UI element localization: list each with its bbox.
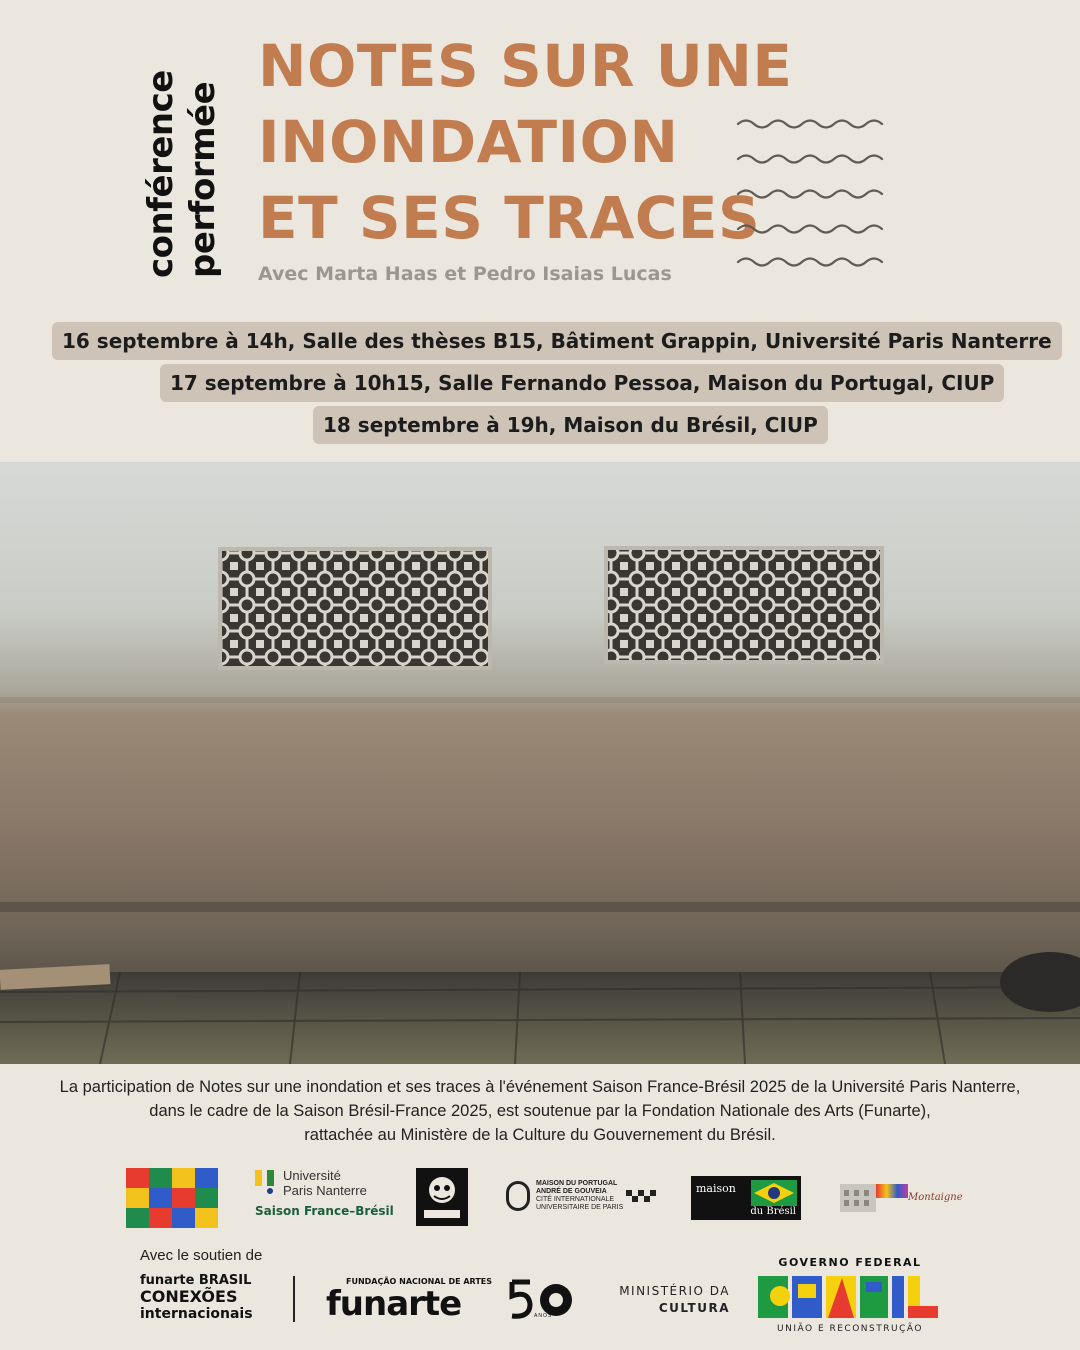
- building-icon: [838, 1176, 878, 1216]
- nanterre-line3: Saison France–Brésil: [255, 1204, 394, 1218]
- portugal-line3: CITÉ INTERNATIONALE: [536, 1196, 615, 1203]
- funarte-anos: ANOS: [534, 1313, 553, 1319]
- ministerio-line1: MINISTÉRIO DA: [619, 1284, 730, 1298]
- ministerio-cultura-logo: [608, 1283, 730, 1317]
- funding-credits: [0, 1075, 1080, 1147]
- brasil-wordmark-icon: [758, 1272, 942, 1322]
- gov-bottom: UNIÃO E RECONSTRUÇÃO: [777, 1324, 923, 1334]
- brazil-flag-icon: [751, 1180, 797, 1206]
- title-line-3: ET SES TRACES: [258, 184, 761, 252]
- title-line-2: INONDATION: [258, 108, 679, 176]
- universite-paris-nanterre-logo: [255, 1168, 394, 1218]
- maison-du-bresil-logo: [691, 1176, 801, 1220]
- bresil-france-2025-logo: [126, 1168, 218, 1228]
- groupe-theatre-logo: [416, 1168, 468, 1226]
- funarte-conexoes-logo: [140, 1273, 253, 1322]
- date-pill-2: 17 septembre à 10h15, Salle Fernando Pessoa, Maison du Portugal, CIUP: [160, 364, 1004, 402]
- credits-line-2: dans le cadre de la Saison Brésil-France 2025, est soutenue par la Fondation Nationale des Arts (Funarte),: [149, 1102, 931, 1120]
- date-pill-3: 18 septembre à 19h, Maison du Brésil, CIUP: [313, 406, 828, 444]
- portugal-line2: ANDRÉ DE GOUVEIA: [536, 1188, 607, 1195]
- bresil-bottom: du Brésil: [750, 1206, 796, 1217]
- funarte-name: funarte: [326, 1284, 462, 1324]
- conexoes-line1: funarte BRASIL: [140, 1273, 252, 1288]
- nanterre-line1: Université: [283, 1168, 341, 1183]
- conexoes-line2: CONEXÕES: [140, 1287, 238, 1306]
- flood-wall-photo: [0, 462, 1080, 1064]
- wave-lines-icon: [736, 112, 896, 272]
- date-pill-1: 16 septembre à 14h, Salle des thèses B15, Bâtiment Grappin, Université Paris Nanterre: [52, 322, 1062, 360]
- governo-federal-logo: [758, 1256, 942, 1334]
- credits-line-1: La participation de Notes sur une inondation et ses traces à l'événement Saison France-Brésil 2025 de la Université Paris Nanterre,: [59, 1078, 1021, 1096]
- support-label: Avec le soutien de: [140, 1247, 263, 1264]
- event-type-line2: performée: [183, 81, 223, 278]
- ministerio-line2: CULTURA: [658, 1301, 730, 1315]
- support-divider: [293, 1276, 295, 1322]
- conexoes-line3: internacionais: [140, 1306, 253, 1322]
- funarte-logo: [326, 1277, 506, 1322]
- funarte-small: FUNDAÇÃO NACIONAL DE ARTES: [346, 1277, 493, 1286]
- credits-line-3: rattachée au Ministère de la Culture du Gouvernement du Brésil.: [304, 1126, 776, 1144]
- poster-title: [258, 28, 792, 256]
- maison-du-portugal-logo: [506, 1180, 656, 1212]
- montaigne-text: Montaigne: [908, 1192, 963, 1203]
- event-type-line1: conférence: [141, 70, 181, 278]
- college-montaigne-logo: [838, 1176, 963, 1218]
- gov-top: GOVERNO FEDERAL: [778, 1256, 922, 1269]
- event-type-vertical: [140, 48, 240, 278]
- portugal-line1: MAISON DU PORTUGAL: [536, 1180, 618, 1187]
- bresil-top: maison: [696, 1182, 736, 1195]
- performers-subtitle: Avec Marta Haas et Pedro Isaias Lucas: [258, 263, 672, 285]
- portugal-line4: UNIVERSITAIRE DE PARIS: [536, 1204, 624, 1211]
- nanterre-line2: Paris Nanterre: [283, 1183, 367, 1198]
- checker-icon: [626, 1190, 656, 1202]
- title-line-1: NOTES SUR UNE: [258, 32, 793, 100]
